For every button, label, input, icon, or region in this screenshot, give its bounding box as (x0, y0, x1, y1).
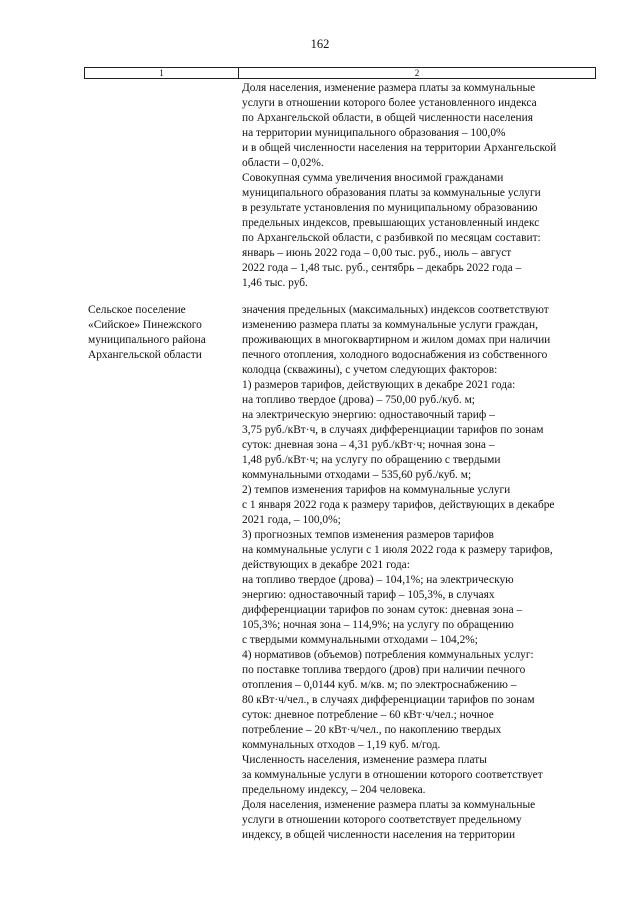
text-line: печного отопления, холодного водоснабжения из собственного (242, 349, 548, 361)
text-line: предельному индексу, – 204 человека. (242, 784, 426, 796)
text-line: 1) размеров тарифов, действующих в декабре 2021 года: (242, 379, 516, 391)
text-line: по Архангельской области, с разбивкой по месяцам составит: (242, 232, 541, 244)
text-line: суток: дневное потребление – 60 кВт·ч/чел.; ночное (242, 709, 494, 721)
text-line: услуги в отношении которого более установленного индекса (242, 97, 537, 109)
text-line: 2) темпов изменения тарифов на коммунальные услуги (242, 484, 511, 496)
text-line: по Архангельской области, в общей численности населения (242, 112, 533, 124)
text-line: 80 кВт·ч/чел., в случаях дифференциации тарифов по зонам (242, 694, 535, 706)
text-line: услуги в отношении которого соответствует предельному (242, 814, 522, 826)
text-line: 1,48 руб./кВт·ч; на услугу по обращению с твердыми (242, 454, 501, 466)
text-line: коммунальных отходов – 1,19 куб. м/год. (242, 739, 441, 751)
text-line: в результате установления по муниципальному образованию (242, 202, 538, 214)
text-line: «Сийское» Пинежского (88, 319, 202, 331)
text-line: Сельское поселение (88, 304, 186, 316)
text-line: суток: дневная зона – 4,31 руб./кВт·ч; ночная зона – (242, 439, 495, 451)
text-line: Совокупная сумма увеличения вносимой гражданами (242, 172, 504, 184)
text-line: 3) прогнозных темпов изменения размеров тарифов (242, 529, 494, 541)
text-line: энергию: одноставочный тариф – 105,3%, в случаях (242, 589, 495, 601)
text-line: январь – июнь 2022 года – 0,00 тыс. руб., июль – август (242, 247, 512, 259)
text-line: с твердыми коммунальными отходами – 104,2%; (242, 634, 478, 646)
page-number: 162 (310, 37, 330, 51)
text-line: по поставке топлива твердого (дров) при наличии печного (242, 664, 526, 676)
text-line: на коммунальные услуги с 1 июля 2022 года к размеру тарифов, (242, 544, 553, 556)
text-line: 2022 года – 1,48 тыс. руб., сентябрь – декабрь 2022 года – (242, 262, 522, 274)
text-line: на территории муниципального образования – 100,0% (242, 127, 506, 139)
text-line: действующих в декабре 2021 года: (242, 559, 410, 571)
text-line: на топливо твердое (дрова) – 750,00 руб./куб. м; (242, 394, 475, 406)
description-block-top (242, 81, 602, 291)
text-line: Доля населения, изменение размера платы за коммунальные (242, 82, 536, 94)
text-line: 2021 года, – 100,0%; (242, 514, 341, 526)
text-line: предельных индексов, превышающих установленный индекс (242, 217, 540, 229)
municipality-name (88, 303, 238, 363)
text-line: коммунальными отходами – 535,60 руб./куб. м; (242, 469, 472, 481)
table-column-header (84, 67, 596, 79)
description-block-municipality (242, 303, 602, 843)
column-number-2: 2 (414, 68, 420, 78)
text-line: изменению размера платы за коммунальные услуги граждан, (242, 319, 538, 331)
text-line: муниципального образования платы за коммунальные услуги (242, 187, 541, 199)
text-line: 1,46 тыс. руб. (242, 277, 308, 289)
text-line: муниципального района (88, 334, 206, 346)
text-line: на топливо твердое (дрова) – 104,1%; на электрическую (242, 574, 514, 586)
text-line: значения предельных (максимальных) индексов соответствуют (242, 304, 549, 316)
text-line: проживающих в многоквартирном и жилом домах при наличии (242, 334, 551, 346)
text-line: 3,75 руб./кВт·ч, в случаях дифференциации тарифов по зонам (242, 424, 544, 436)
text-line: Численность населения, изменение размера платы (242, 754, 487, 766)
text-line: отопления – 0,0144 куб. м/кв. м; по электроснабжению – (242, 679, 517, 691)
text-line: Архангельской области (88, 349, 202, 361)
text-line: потребление – 20 кВт·ч/чел., по накоплению твердых (242, 724, 502, 736)
text-line: Доля населения, изменение размера платы за коммунальные (242, 799, 536, 811)
text-line: за коммунальные услуги в отношении которого соответствует (242, 769, 543, 781)
text-line: колодца (скважины), с учетом следующих факторов: (242, 364, 498, 376)
text-line: и в общей численности населения на территории Архангельской (242, 142, 557, 154)
text-line: индексу, в общей численности населения на территории (242, 829, 516, 841)
text-line: области – 0,02%. (242, 157, 324, 169)
text-line: 105,3%; ночная зона – 114,9%; на услугу по обращению (242, 619, 514, 631)
text-line: с 1 января 2022 года к размеру тарифов, действующих в декабре (242, 499, 555, 511)
column-number-1: 1 (85, 68, 239, 78)
text-line: дифференциации тарифов по зонам суток: дневная зона – (242, 604, 523, 616)
text-line: на электрическую энергию: одноставочный тариф – (242, 409, 495, 421)
text-line: 4) нормативов (объемов) потребления коммунальных услуг: (242, 649, 534, 661)
